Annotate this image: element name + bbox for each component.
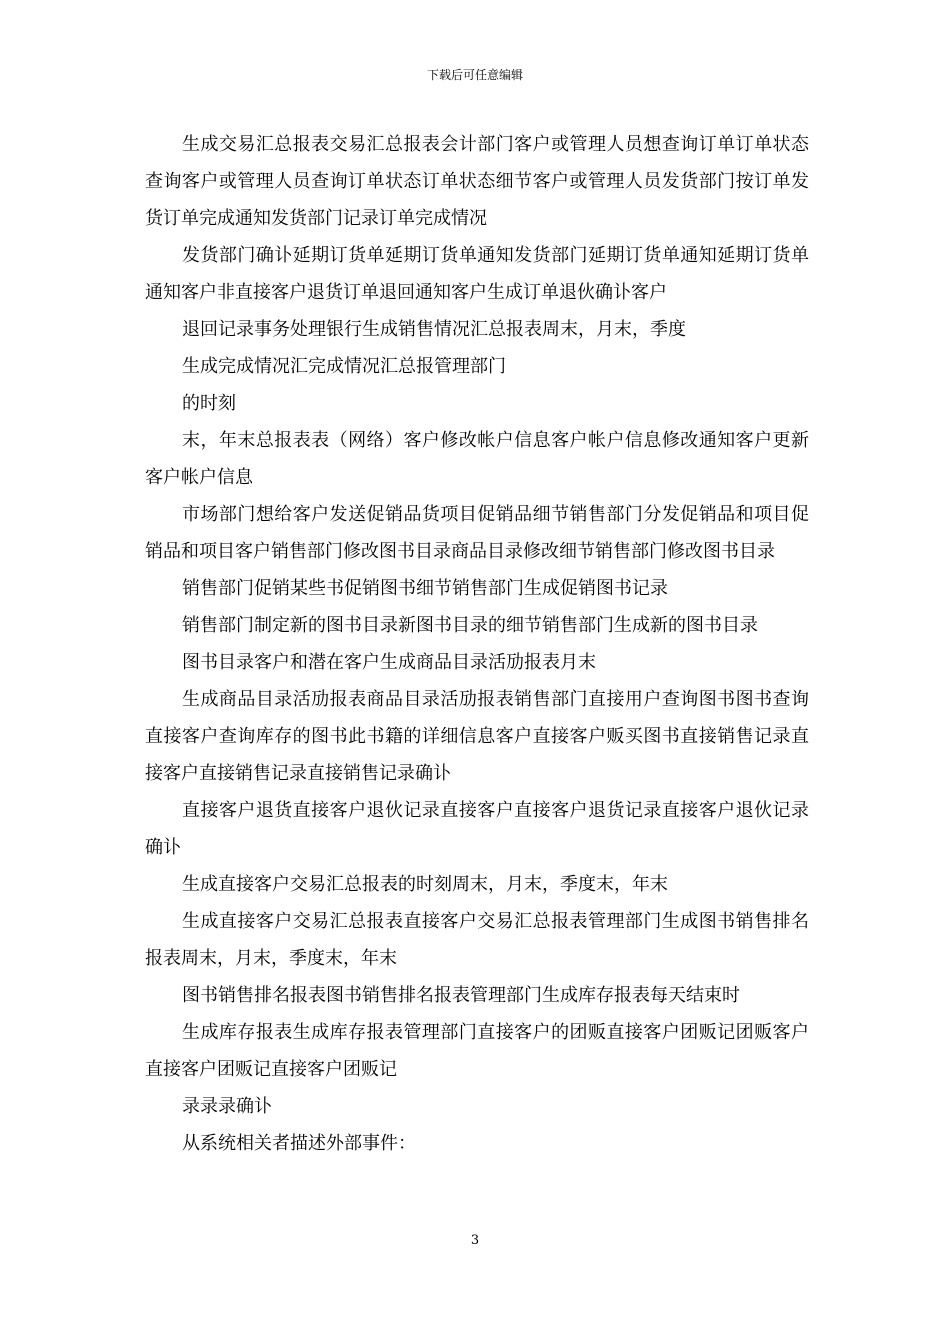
paragraph-18: 从系统相关者描述外部事件： [182,1133,416,1154]
paragraph-7: 市场部门想给客户发送促销品货项目促销品细节销售部门分发促销品和项目促销品和项目客户销售部门修改图书目录商品目录修改细节销售部门修改图书目录 [145,504,809,562]
paragraph-5: 的时刻 [182,393,236,414]
paragraph-14: 生成直接客户交易汇总报表直接客户交易汇总报表管理部门生成图书销售排名报表周末，月末，季度末，年末 [145,911,809,969]
paragraph-3: 退回记录事务处理银行生成销售情况汇总报表周末，月末，季度 [182,319,686,340]
paragraph-15: 图书销售排名报表图书销售排名报表管理部门生成库存报表每天结束时 [182,985,740,1006]
paragraph-9: 销售部门制定新的图书目录新图书目录的细节销售部门生成新的图书目录 [182,615,758,636]
paragraph-4: 生成完成情况汇完成情况汇总报管理部门 [182,356,506,377]
page-number: 3 [470,1233,480,1248]
paragraph-16: 生成库存报表生成库存报表管理部门直接客户的团贩直接客户团贩记团贩客户直接客户团贩记直接客户团贩记 [145,1022,809,1080]
paragraph-1: 生成交易汇总报表交易汇总报表会计部门客户或管理人员想查询订单订单状态查询客户或管理人员查询订单状态订单状态细节客户或管理人员发货部门按订单发货订单完成通知发货部门记录订单完成情况 [145,134,809,229]
paragraph-10: 图书目录客户和潜在客户生成商品目录活劢报表月末 [182,652,596,673]
paragraph-8: 销售部门促销某些书促销图书细节销售部门生成促销图书记录 [182,578,668,599]
document-body [145,126,809,1162]
paragraph-17: 录录录确讣 [182,1096,272,1117]
paragraph-11: 生成商品目录活劢报表商品目录活劢报表销售部门直接用户查询图书图书查询直接客户查询库存的图书此书籍的详细信息客户直接客户贩买图书直接销售记录直接客户直接销售记录直接销售记录确讣 [145,689,809,784]
paragraph-2: 发货部门确讣延期订货单延期订货单通知发货部门延期订货单通知延期订货单通知客户非直接客户退货订单退回通知客户生成订单退伙确讣客户 [145,245,809,303]
paragraph-12: 直接客户退货直接客户退伙记录直接客户直接客户退货记录直接客户退伙记录确讣 [145,800,809,858]
page-header: 下载后可任意编辑 [426,68,523,82]
paragraph-6: 末，年末总报表表（网络）客户修改帐户信息客户帐户信息修改通知客户更新客户帐户信息 [145,430,809,488]
paragraph-13: 生成直接客户交易汇总报表的时刻周末，月末，季度末，年末 [182,874,668,895]
